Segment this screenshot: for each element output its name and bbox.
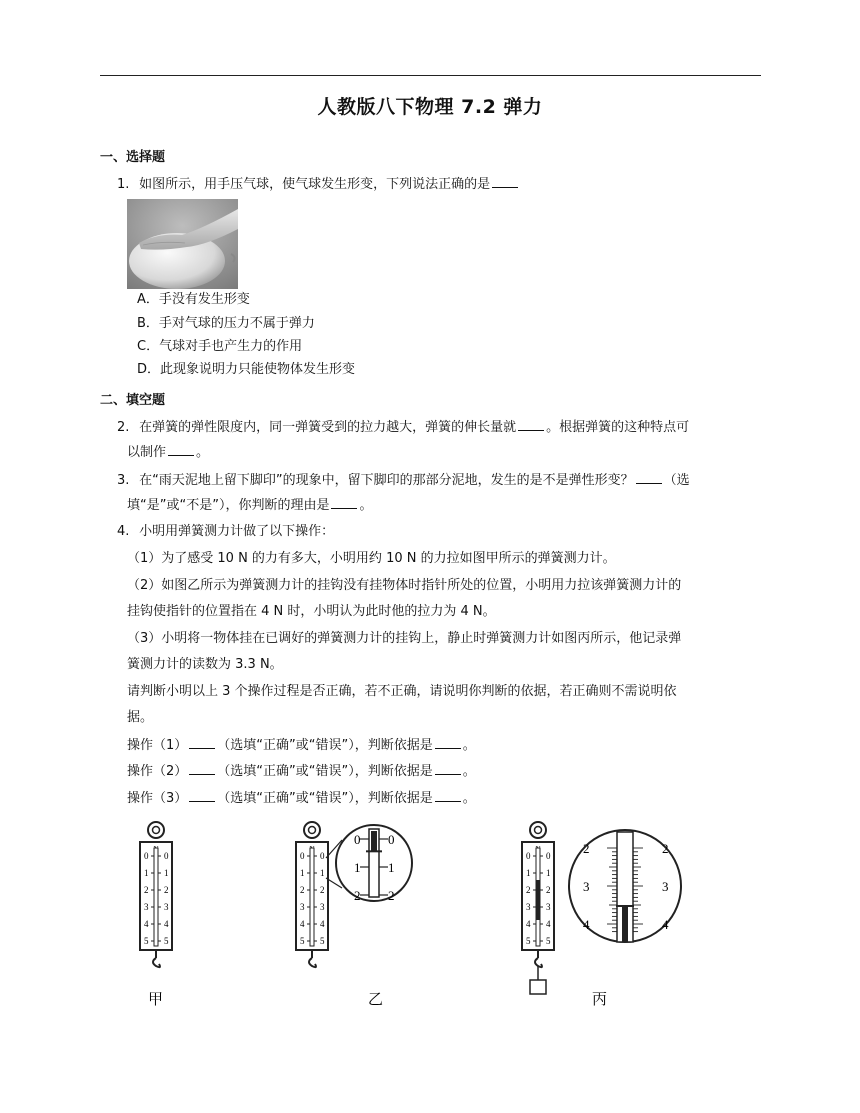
scale-yi-zoom-label-right: 0 [388,832,395,847]
question-4-ask-a: 请判断小明以上 3 个操作过程是否正确，若不正确，请说明你判断的依据，若正确则不需说明依 [127,684,677,699]
section-heading-fill: 二、填空题 [100,393,166,408]
question-text: 。 [196,445,210,460]
scale-yi-slot [310,848,314,946]
scale-bing-zoom-label-left: 4 [583,917,590,932]
scale-bing-zoom-label-left: 3 [583,879,590,894]
scale-bing-tick-label-left: 3 [526,902,531,912]
scale-bing-tick-label-left: 1 [526,868,531,878]
scale-yi-tick-label-left: 3 [300,902,305,912]
scale-yi-tick-label-right: 2 [320,885,325,895]
scale-jia-tick-label-right: 5 [164,936,169,946]
scale-jia-tick-label-left: 4 [144,919,149,929]
answer-blank[interactable] [189,736,215,749]
scale-yi-ring [304,822,320,838]
figure-label-jia: 甲 [148,992,164,1008]
scale-bing-tick-label-right: 5 [546,936,551,946]
scale-yi-zoom-label-right: 2 [388,888,395,903]
question-text: 小明用弹簧测力计做了以下操作： [139,524,335,539]
operation-prompt: （选填“正确”或“错误”），判断依据是 [217,738,433,753]
question-number: 2. [117,420,130,435]
operation-3-text-b: 簧测力计的读数为 3.3 N。 [127,657,283,672]
scale-jia-hook [153,958,160,967]
figure-label-bing: 丙 [592,992,608,1008]
answer-blank[interactable] [189,789,215,802]
option-a[interactable]: A．手没有发生形变 [137,292,250,307]
question-2-line1 [117,418,689,437]
scale-yi-zoom-label-left: 2 [354,888,361,903]
question-2-line2 [127,443,209,462]
scale-jia-tick-label-left: 2 [144,885,149,895]
question-3-line2 [127,496,372,515]
scale-yi-tick-label-left: 4 [300,919,305,929]
question-4-intro [117,523,334,541]
scale-jia-tick-label-right: 3 [164,902,169,912]
scale-bing-zoom-label-left: 2 [583,841,590,856]
scale-yi-zoom-label-left: 0 [354,832,361,847]
answer-blank[interactable] [636,471,662,484]
option-b[interactable]: B．手对气球的压力不属于弹力 [137,316,315,331]
scale-yi-tick-label-right: 0 [320,851,325,861]
scale-bing-ring-inner [535,827,542,834]
question-text: 填“是”或“不是”），你判断的理由是 [127,498,330,513]
scale-bing-tick-label-left: 4 [526,919,531,929]
figure-label-yi: 乙 [368,992,384,1008]
scale-bing-weight [530,980,546,994]
punctuation: 。 [462,791,476,806]
question-number: 3. [117,473,130,488]
operation-label: 操作（2） [127,764,188,779]
operation-prompt: （选填“正确”或“错误”），判断依据是 [217,791,433,806]
scale-jia-tick-label-right: 1 [164,868,169,878]
scale-bing-spring [536,880,540,920]
scale-jia-tick-label-right: 0 [164,851,169,861]
scale-bing-zoom-rod [622,906,628,942]
answer-blank[interactable] [518,418,544,431]
scale-bing-hook [535,958,542,967]
punctuation: 。 [462,738,476,753]
scale-yi-hook [309,958,316,967]
question-text: 。根据弹簧的这种特点可 [546,420,690,435]
scale-bing-tick-label-right: 4 [546,919,551,929]
scale-yi-zoom-label-left: 1 [354,860,361,875]
scale-jia-tick-label-left: 5 [144,936,149,946]
scale-bing-tick-label-left: 5 [526,936,531,946]
scale-bing-zoom-label-right: 3 [662,879,669,894]
question-number: 1. [117,177,130,192]
scale-yi-tick-label-left: 1 [300,868,305,878]
top-rule [100,75,761,76]
scale-bing-tick-label-right: 3 [546,902,551,912]
question-text: 以制作 [127,445,167,460]
scale-jia-tick-label-left: 1 [144,868,149,878]
page-title: 人教版八下物理 7.2 弹力 [317,96,543,118]
answer-blank[interactable] [189,762,215,775]
scale-bing-zoom-label-right: 4 [662,917,669,932]
scale-bing-tick-label-left: 0 [526,851,531,861]
scale-jia-tick-label-right: 4 [164,919,169,929]
operation-2-text-a: （2）如图乙所示为弹簧测力计的挂钩没有挂物体时指针所处的位置，小明用力拉该弹簧测力计的 [127,578,682,593]
scale-bing-tick-label-right: 1 [546,868,551,878]
scale-bing-tick-label-right: 0 [546,851,551,861]
operation-label: 操作（3） [127,791,188,806]
operation-3-text-a: （3）小明将一物体挂在已调好的弹簧测力计的挂钩上，静止时弹簧测力计如图丙所示，他记录弹 [127,631,682,646]
question-number: 4. [117,524,130,539]
question-4-ask-b: 据。 [127,710,154,725]
answer-blank[interactable] [435,762,461,775]
answer-blank[interactable] [331,496,357,509]
scale-yi-tick-label-left: 2 [300,885,305,895]
scale-yi-tick-label-right: 4 [320,919,325,929]
scale-yi-tick-label-left: 0 [300,851,305,861]
scale-jia-ring-inner [153,827,160,834]
scale-yi-zoom-label-right: 1 [388,860,395,875]
scale-yi-tick-label-right: 3 [320,902,325,912]
punctuation: 。 [462,764,476,779]
option-c[interactable]: C．气球对手也产生力的作用 [137,339,303,354]
answer-blank[interactable] [435,789,461,802]
scale-jia-tick-label-left: 0 [144,851,149,861]
operation-1-answer [127,736,476,755]
scale-jia-slot [154,848,158,946]
scale-bing-tick-label-left: 2 [526,885,531,895]
scale-yi-tick-label-left: 5 [300,936,305,946]
scale-bing-tick-label-right: 2 [546,885,551,895]
balloon-photo [127,199,238,289]
scale-yi-tick-label-right: 1 [320,868,325,878]
spring-scale-figure [130,818,700,1018]
section-heading-choice: 一、选择题 [100,150,166,165]
operation-label: 操作（1） [127,738,188,753]
operation-2-text-b: 挂钩使指针的位置指在 4 N 时，小明认为此时他的拉力为 4 N。 [127,604,496,619]
scale-jia-tick-label-left: 3 [144,902,149,912]
spring-scale-diagram [130,818,700,1018]
question-text: 在弹簧的弹性限度内，同一弹簧受到的拉力越大，弹簧的伸长量就 [139,420,517,435]
scale-yi-tick-label-right: 5 [320,936,325,946]
scale-jia-ring [148,822,164,838]
scale-bing-zoom-label-right: 2 [662,841,669,856]
operation-2-answer [127,762,476,781]
scale-yi-ring-inner [309,827,316,834]
operation-1-text: （1）为了感受 10 N 的力有多大，小明用约 10 N 的力拉如图甲所示的弹簧测力计。 [127,551,616,566]
question-3-line1 [117,471,690,490]
question-text: 在“雨天泥地上留下脚印”的现象中，留下脚印的那部分泥地，发生的是不是弹性形变？ [139,473,634,488]
question-text: 。 [359,498,373,513]
answer-blank[interactable] [492,175,518,188]
scale-jia-tick-label-right: 2 [164,885,169,895]
question-text: （选 [663,473,690,488]
scale-bing-ring [530,822,546,838]
answer-blank[interactable] [435,736,461,749]
scale-yi-zoom-rod [371,831,377,851]
option-d[interactable]: D．此现象说明力只能使物体发生形变 [137,362,356,377]
answer-blank[interactable] [168,443,194,456]
operation-prompt: （选填“正确”或“错误”），判断依据是 [217,764,433,779]
operation-3-answer [127,789,476,808]
question-text: 如图所示，用手压气球，使气球发生形变，下列说法正确的是 [139,177,491,192]
question-1-stem [117,175,520,194]
